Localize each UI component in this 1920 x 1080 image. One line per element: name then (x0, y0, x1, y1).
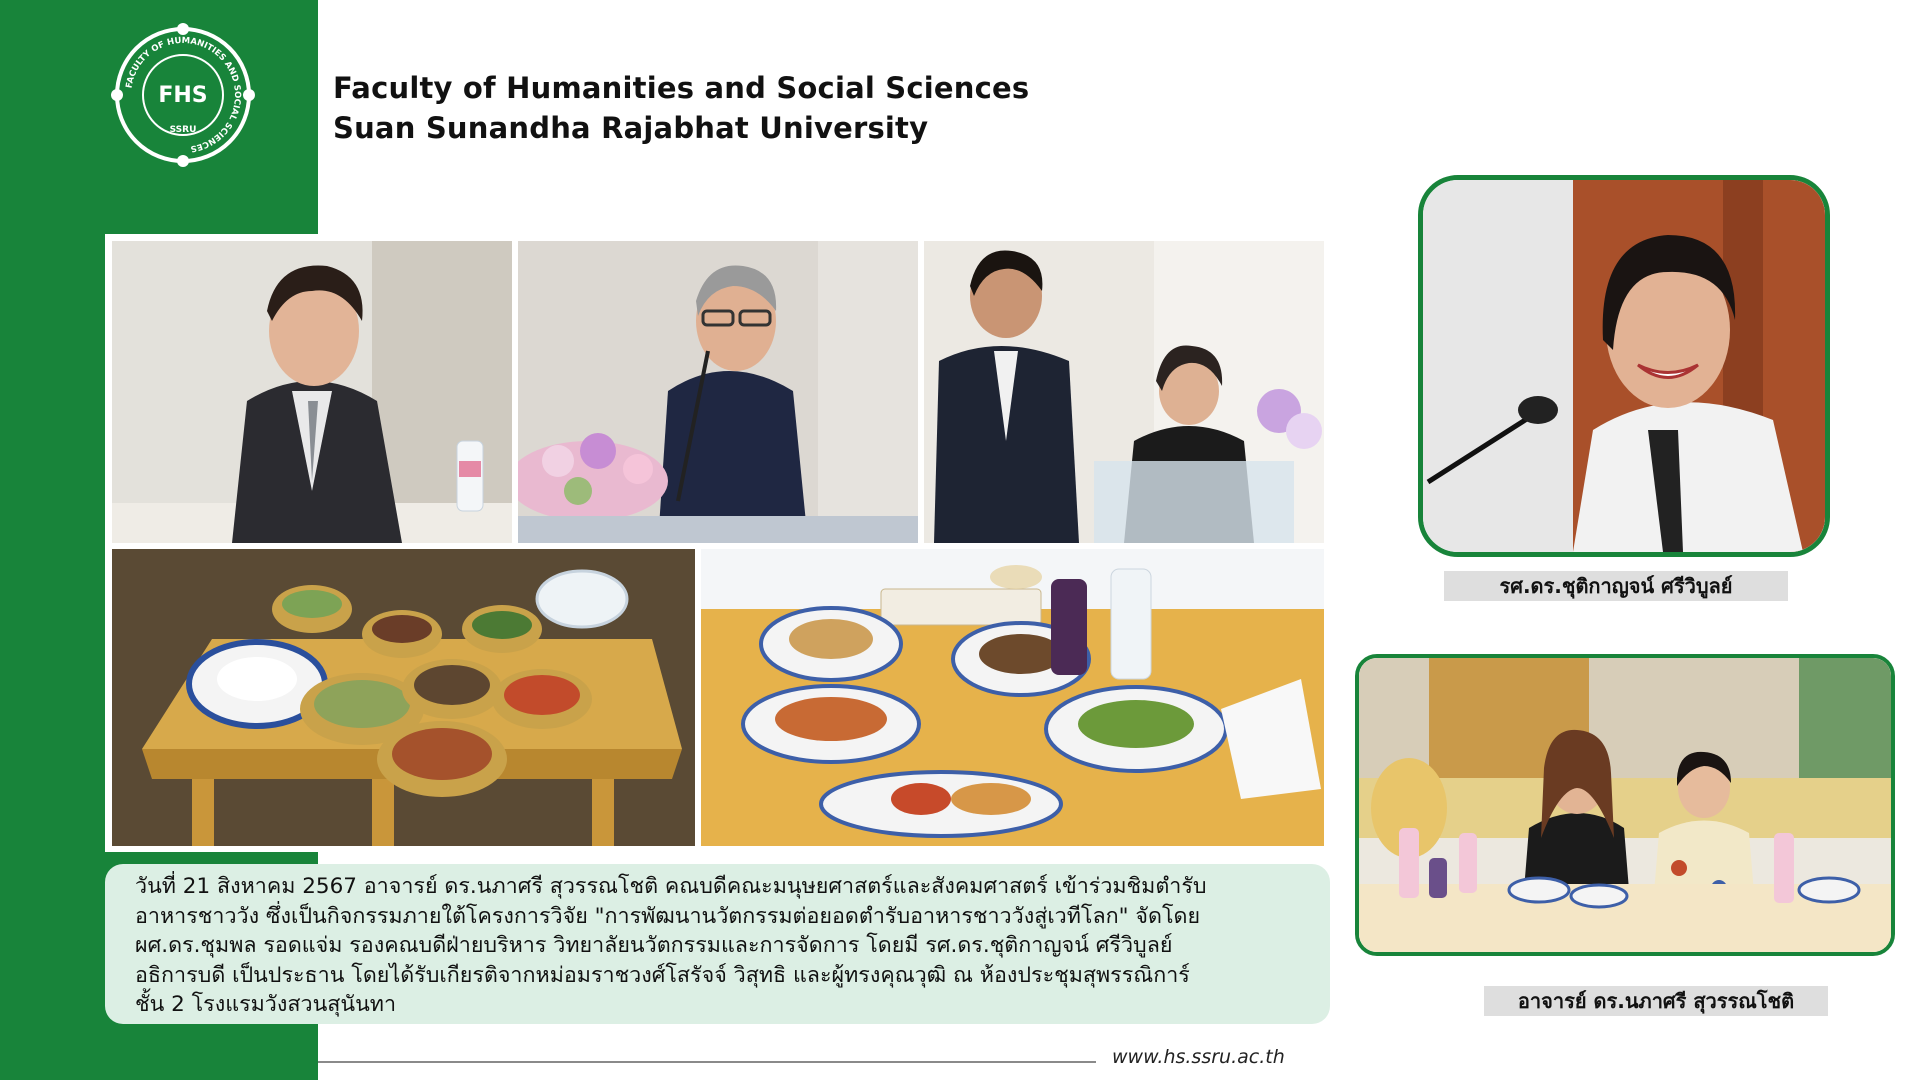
event-caption (105, 864, 1330, 1024)
group-name-label: อาจารย์ ดร.นภาศรี สุวรรณโชติ (1484, 986, 1828, 1016)
header-line-2: Suan Sunandha Rajabhat University (333, 111, 929, 145)
fhs-logo (108, 20, 258, 170)
caption-line-5: ชั้น 2 โรงแรมวังสวนสุนันทา (135, 992, 397, 1017)
group-photo (1355, 654, 1895, 956)
header-line-1: Faculty of Humanities and Social Sciences (333, 71, 1030, 105)
portrait-photo (1418, 175, 1830, 557)
photo-two-guests (924, 241, 1324, 543)
caption-line-3: ผศ.ดร.ชุมพล รอดแจ่ม รองคณบดีฝ่ายบริหาร วิทยาลัยนวัตกรรมและการจัดการ โดยมี รศ.ดร.ชุติกาญจน์ ศรีวิบูลย์ (135, 933, 1173, 958)
photo-table-setting (701, 549, 1324, 846)
footer-website-link[interactable]: www.hs.ssru.ac.th (1112, 1046, 1285, 1068)
logo-center-text: FHS (158, 83, 208, 108)
photo-speaker-podium (518, 241, 918, 543)
logo-ring-text: FACULTY OF HUMANITIES AND SOCIAL SCIENCES (124, 35, 243, 154)
photo-seated-man (112, 241, 512, 543)
photo-collage (105, 234, 1330, 852)
caption-line-4: อธิการบดี เป็นประธาน โดยได้รับเกียรติจากหม่อมราชวงศ์โสรัจจ์ วิสุทธิ และผู้ทรงคุณวุฒิ ณ ห้องประชุมสุพรรณิการ์ (135, 962, 1190, 988)
faculty-header (333, 68, 1029, 148)
portrait-name-label: รศ.ดร.ชุติกาญจน์ ศรีวิบูลย์ (1444, 571, 1788, 601)
caption-line-1: วันที่ 21 สิงหาคม 2567 อาจารย์ ดร.นภาศรี สุวรรณโชติ คณบดีคณะมนุษยศาสตร์และสังคมศาสตร์ เข้าร่วมชิมตำรับ (135, 874, 1207, 899)
footer-divider (318, 1061, 1096, 1063)
caption-line-2: อาหารชาววัง ซึ่งเป็นกิจกรรมภายใต้โครงการวิจัย "การพัฒนานวัตกรรมต่อยอดตำรับอาหารชาววังสู่เวทีโลก" จัดโดย (135, 903, 1201, 929)
logo-bottom-text: SSRU (169, 125, 197, 135)
photo-royal-food-tray (112, 549, 695, 846)
